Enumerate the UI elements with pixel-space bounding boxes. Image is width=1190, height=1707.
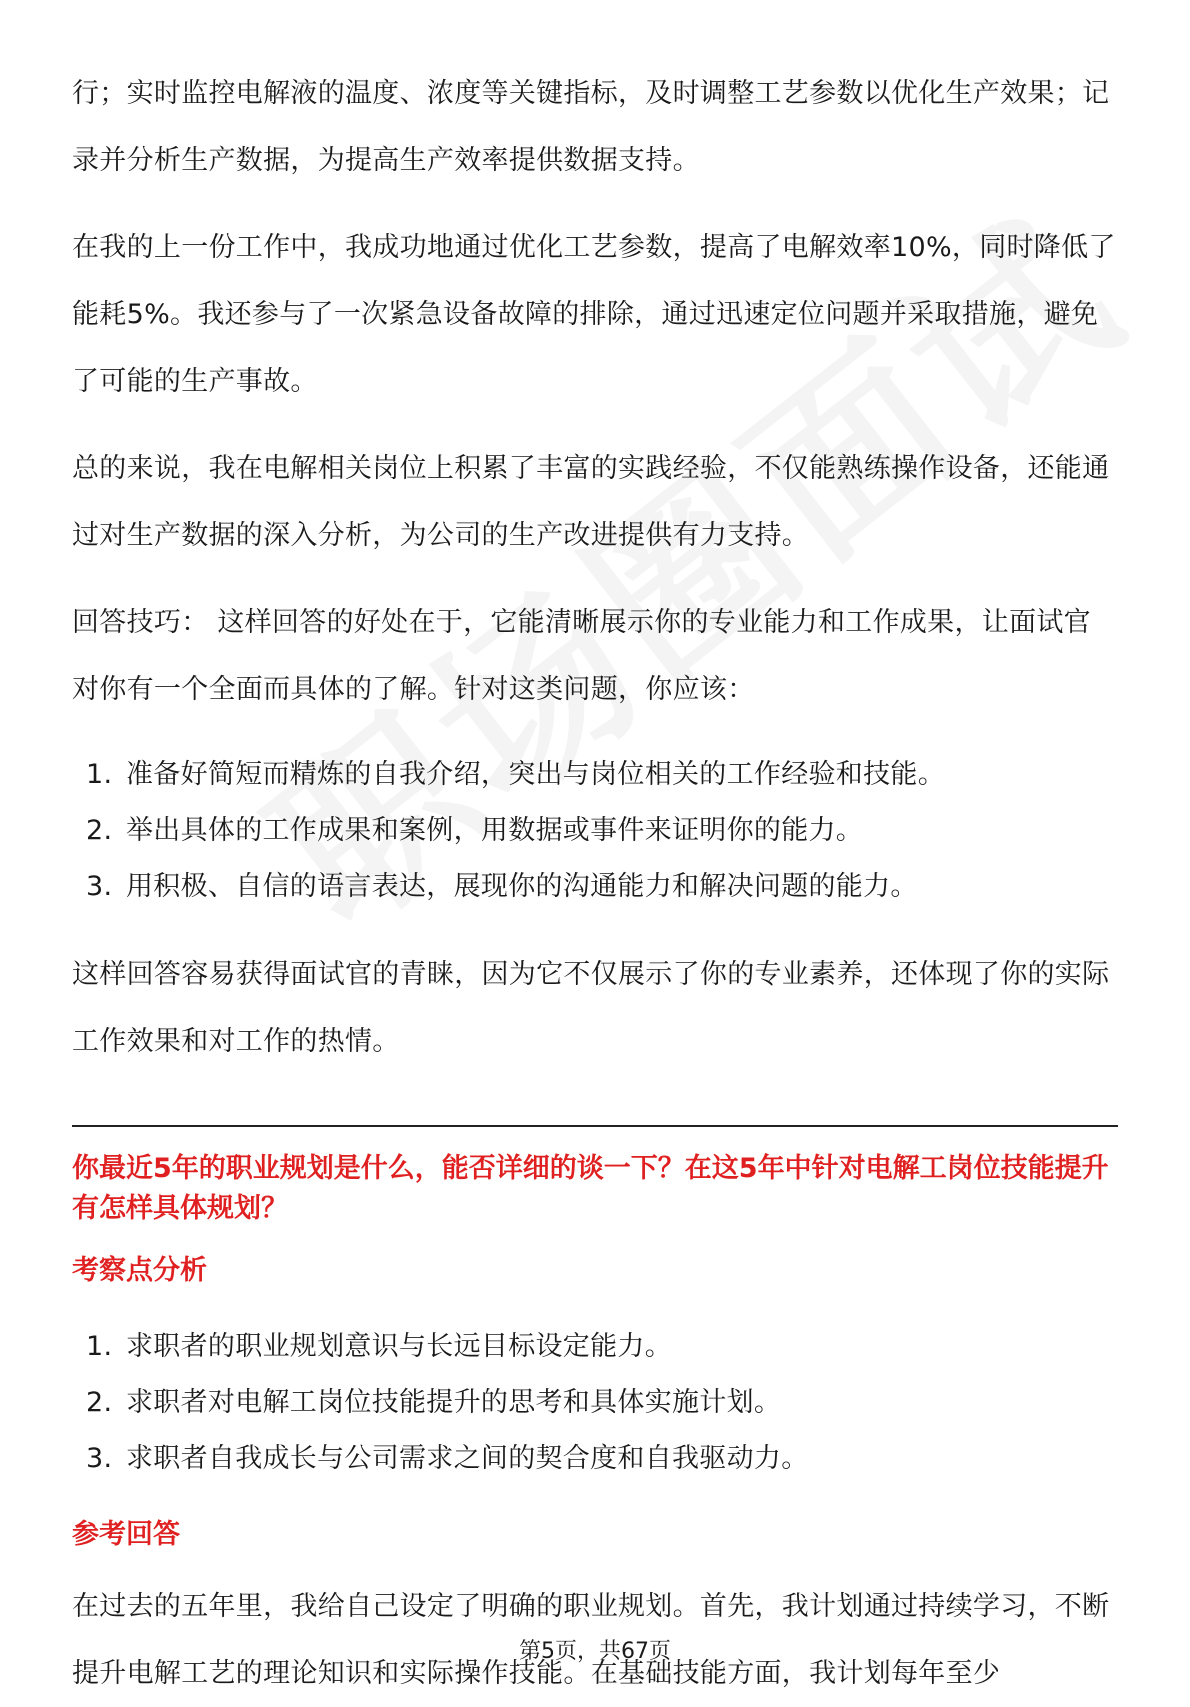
- document-page: [72, 60, 1118, 1707]
- paragraph-closing: 这样回答容易获得面试官的青睐，因为它不仅展示了你的专业素养，还体现了你的实际工作效果和对工作的热情。: [72, 959, 1110, 1057]
- paragraph-duties: 行；实时监控电解液的温度、浓度等关键指标，及时调整工艺参数以优化生产效果；记录并分析生产数据，为提高生产效率提供数据支持。: [72, 78, 1110, 176]
- paragraph-summary: 总的来说，我在电解相关岗位上积累了丰富的实践经验，不仅能熟练操作设备，还能通过对生产数据的深入分析，为公司的生产改进提供有力支持。: [72, 453, 1110, 551]
- analysis-heading: 考察点分析: [72, 1255, 207, 1286]
- question-title: 你最近5年的职业规划是什么，能否详细的谈一下？在这5年中针对电解工岗位技能提升有怎样具体规划？: [72, 1153, 1109, 1224]
- list-item: 1. 求职者的职业规划意识与长远目标设定能力。: [86, 1331, 672, 1362]
- tips-list: [72, 747, 1118, 915]
- paragraph-answer: 在过去的五年里，我给自己设定了明确的职业规划。首先，我计划通过持续学习，不断提升电解工艺的理论知识和实际操作技能。在基础技能方面，我计划每年至少: [72, 1591, 1110, 1689]
- page-footer: 第5页，共67页: [519, 1639, 671, 1664]
- list-item: 2. 举出具体的工作成果和案例，用数据或事件来证明你的能力。: [86, 815, 864, 846]
- paragraph-tips-intro: 回答技巧： 这样回答的好处在于，它能清晰展示你的专业能力和工作成果，让面试官对你有一个全面而具体的了解。针对这类问题，你应该：: [72, 607, 1091, 705]
- list-item: 3. 求职者自我成长与公司需求之间的契合度和自我驱动力。: [86, 1443, 809, 1474]
- list-item: 2. 求职者对电解工岗位技能提升的思考和具体实施计划。: [86, 1387, 782, 1418]
- analysis-list: [72, 1319, 1118, 1487]
- answer-heading: 参考回答: [72, 1519, 180, 1550]
- list-item: 1. 准备好简短而精炼的自我介绍，突出与岗位相关的工作经验和技能。: [86, 759, 945, 790]
- list-item: 3. 用积极、自信的语言表达，展现你的沟通能力和解决问题的能力。: [86, 871, 918, 902]
- paragraph-achievements: 在我的上一份工作中，我成功地通过优化工艺参数，提高了电解效率10%，同时降低了能耗5%。我还参与了一次紧急设备故障的排除，通过迅速定位问题并采取措施，避免了可能的生产事故。: [72, 232, 1116, 397]
